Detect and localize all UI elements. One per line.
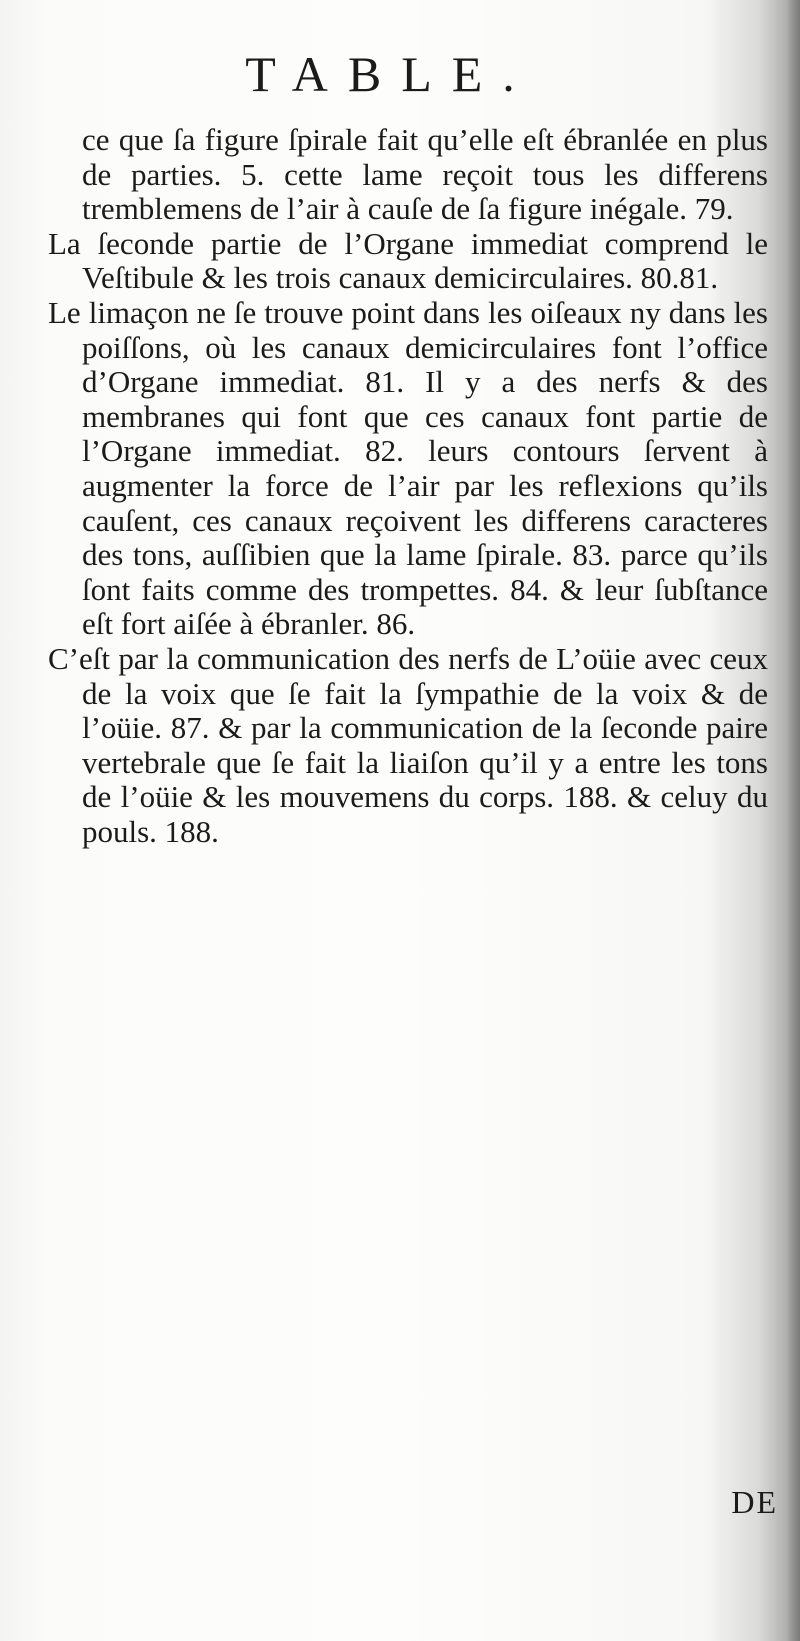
page-title: TABLE. xyxy=(245,46,535,102)
index-text-block xyxy=(48,123,768,849)
index-entry: ce que ſa figure ſpirale fait qu’elle eſt ébranlée en plus de parties. 5. cette lame reçoit tous les differens tremblemens de l’air à cauſe de ſa figure inégale. 79. xyxy=(82,122,768,227)
index-entry: C’eſt par la communication des nerfs de L’oüie avec ceux de la voix que ſe fait la ſympathie de la voix & de l’oüie. 87. & par la communication de la ſeconde paire vertebrale que ſe fait la liaiſon qu’il y a entre les tons de l’oüie & les mouvemens du corps. 188. & celuy du pouls. 188. xyxy=(48,640,768,849)
index-entry: La ſeconde partie de l’Organe immediat comprend le Veſtibule & les trois canaux demicirculaires. 80.81. xyxy=(48,225,768,296)
catchword: DE xyxy=(731,1484,778,1520)
index-entry: Le limaçon ne ſe trouve point dans les oiſeaux ny dans les poiſſons, où les canaux demicirculaires font l’office d’Organe immediat. 81. Il y a des nerfs & des membranes qui font que ces canaux font partie de l’Organe immediat. 82. leurs contours ſervent à augmenter la force de l’air par les reflexions qu’ils cauſent, ces canaux reçoivent les differens caracteres des tons, auſſibien que la lame ſpirale. 83. parce qu’ils ſont faits comme des trompettes. 84. & leur ſubſtance eſt fort aiſée à ébranler. 86. xyxy=(48,294,768,642)
page-edge-shadow xyxy=(786,0,800,1641)
